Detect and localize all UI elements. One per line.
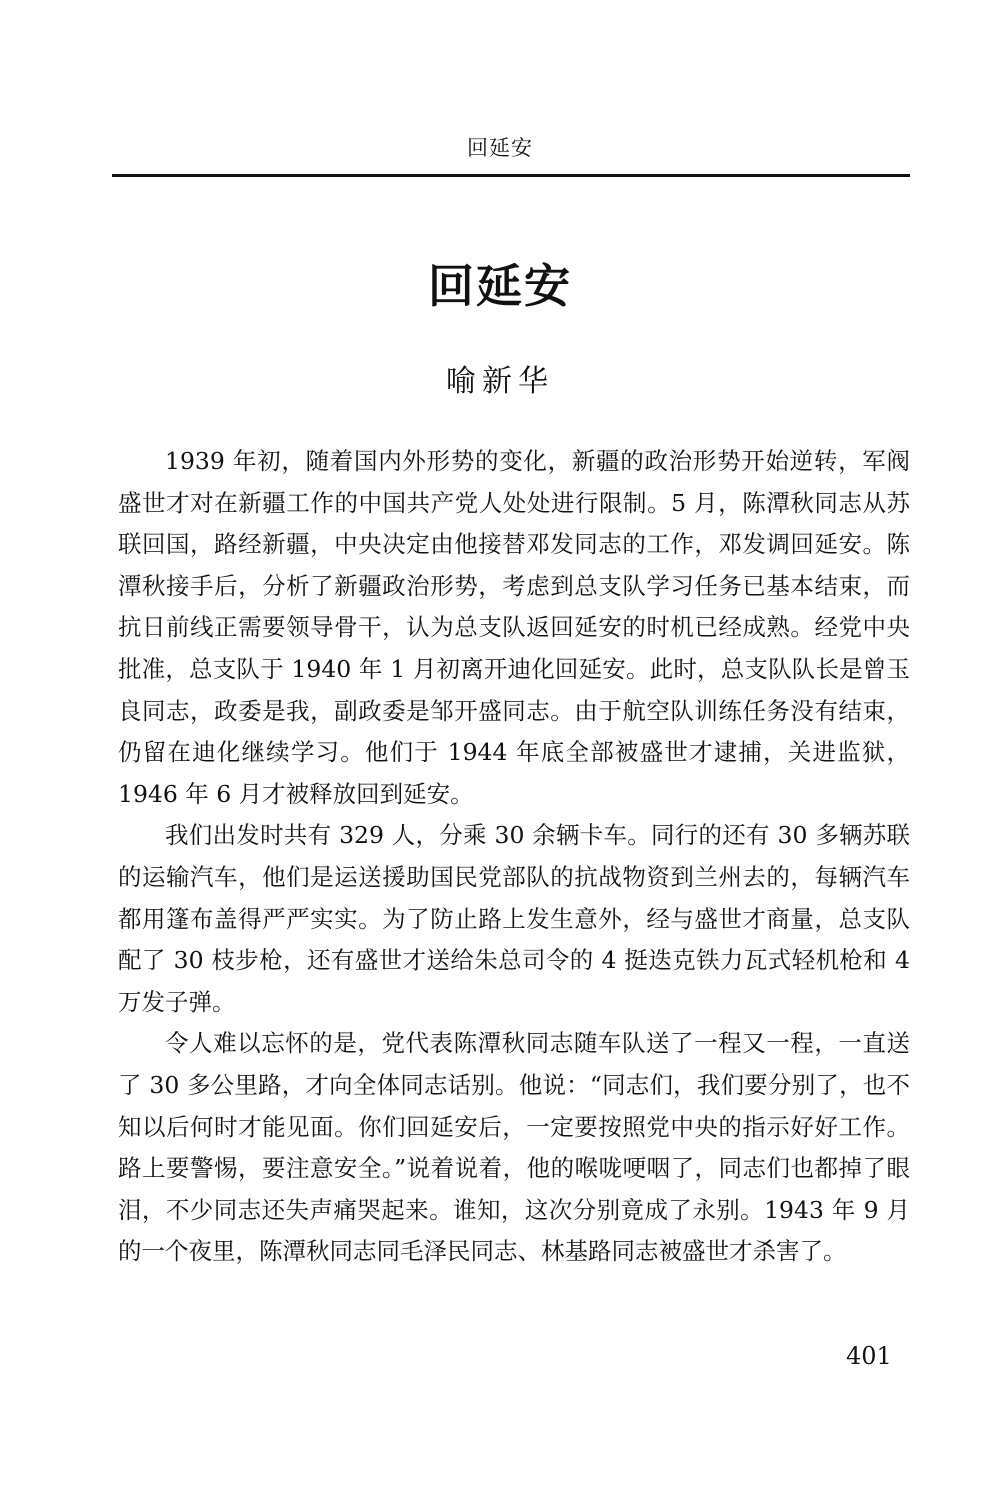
page-number: 401 bbox=[846, 1342, 892, 1370]
article-body bbox=[118, 441, 910, 1273]
body-paragraph-1: 1939 年初，随着国内外形势的变化，新疆的政治形势开始逆转，军阀盛世才对在新疆工作的中国共产党人处处进行限制。5 月，陈潭秋同志从苏联回国，路经新疆，中央决定由他接替邓发同志的工作，邓发调回延安。陈潭秋接手后，分析了新疆政治形势，考虑到总支队学习任务已基本结束，而抗日前线正需要领导骨干，认为总支队返回延安的时机已经成熟。经党中央批准，总支队于 1940 年 1 月初离开迪化回延安。此时，总支队队长是曾玉良同志，政委是我，副政委是邹开盛同志。由于航空队训练任务没有结束，仍留在迪化继续学习。他们于 1944 年底全部被盛世才逮捕，关进监狱，1946 年 6 月才被释放回到延安。 bbox=[118, 447, 910, 808]
article-title: 回延安 bbox=[428, 259, 572, 313]
header-rule bbox=[112, 174, 910, 177]
body-paragraph-2: 我们出发时共有 329 人，分乘 30 余辆卡车。同行的还有 30 多辆苏联的运输汽车，他们是运送援助国民党部队的抗战物资到兰州去的，每辆汽车都用篷布盖得严严实实。为了防止路上发生意外，经与盛世才商量，总支队配了 30 枝步枪，还有盛世才送给朱总司令的 4 挺迭克铁力瓦式轻机枪和 4 万发子弹。 bbox=[118, 821, 910, 1016]
running-header: 回延安 bbox=[467, 136, 533, 160]
body-paragraph-3: 令人难以忘怀的是，党代表陈潭秋同志随车队送了一程又一程，一直送了 30 多公里路，才向全体同志话别。他说：“同志们，我们要分别了，也不知以后何时才能见面。你们回延安后，一定要按照党中央的指示好好工作。路上要警惕，要注意安全。”说着说着，他的喉咙哽咽了，同志们也都掉了眼泪，不少同志还失声痛哭起来。谁知，这次分别竟成了永别。1943 年 9 月的一个夜里，陈潭秋同志同毛泽民同志、林基路同志被盛世才杀害了。 bbox=[118, 1029, 910, 1266]
article-author: 喻新华 bbox=[446, 364, 554, 399]
